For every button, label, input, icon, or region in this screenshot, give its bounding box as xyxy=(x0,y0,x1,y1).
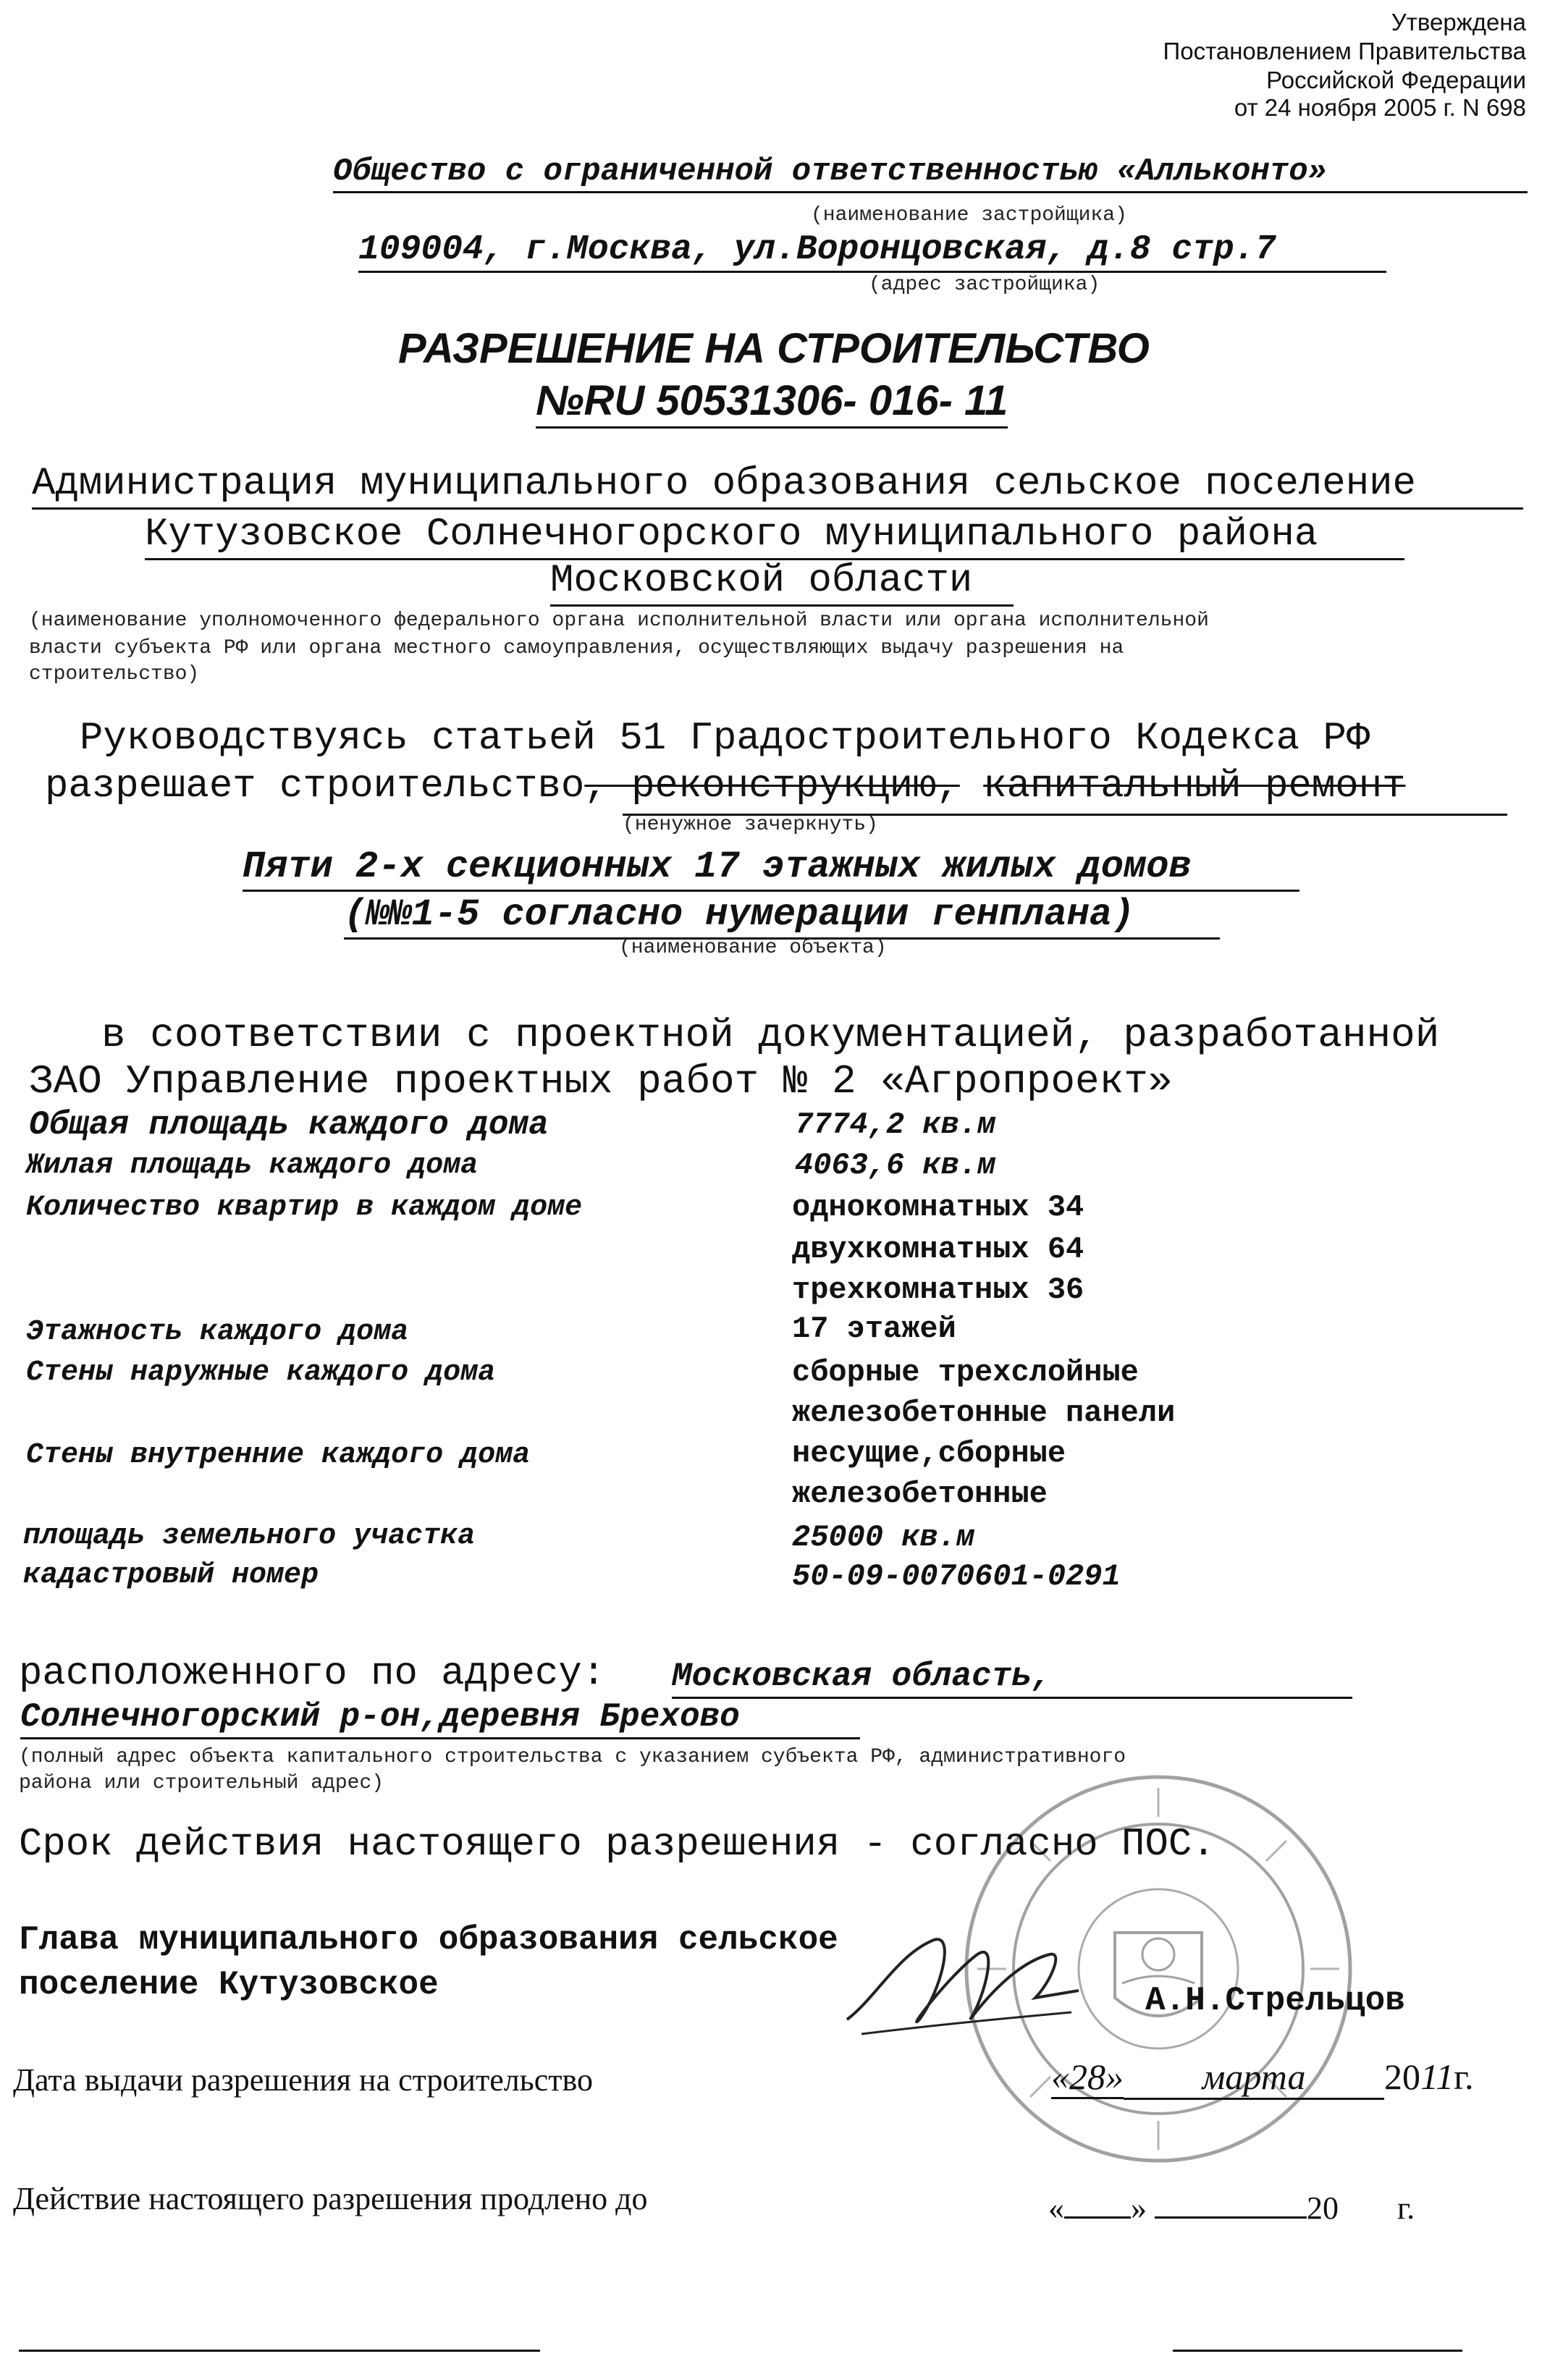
struck-capital-repair: капитальный ремонт xyxy=(983,764,1406,809)
permission-line-2 xyxy=(45,764,1406,809)
authority-line-1: Администрация муниципального образования сельское поселение xyxy=(32,462,1523,510)
extension-date xyxy=(1048,2185,1415,2227)
extension-year-g: г. xyxy=(1397,2190,1415,2226)
spec-land-area-label: площадь земельного участка xyxy=(23,1520,476,1553)
extension-month-blank xyxy=(1155,2185,1307,2219)
signatory-position-1: Глава муниципального образования сельское xyxy=(19,1921,838,1959)
spec-inner-walls-label: Стены внутренние каждого дома xyxy=(26,1439,531,1472)
bottom-signature-line-right xyxy=(1173,2350,1462,2352)
location-line-1: Московская область, xyxy=(672,1658,1352,1699)
issue-date xyxy=(1051,2056,1474,2100)
spec-outer-walls-value-1: сборные трехслойные xyxy=(792,1355,1139,1390)
authority-caption-2: власти субъекта РФ или органа местного самоуправления, осуществляющих выдачу разрешения на xyxy=(29,637,1124,659)
object-line-2: (№№1-5 согласно нумерации генплана) xyxy=(344,893,1220,940)
issue-year-g: г. xyxy=(1454,2056,1474,2097)
signature xyxy=(833,1911,1093,2048)
spec-cadastral-value: 50-09-0070601-0291 xyxy=(792,1559,1121,1594)
object-line-1: Пяти 2-х секционных 17 этажных жилых домов xyxy=(243,845,1299,892)
spec-living-area-value: 4063,6 кв.м xyxy=(795,1148,996,1183)
spec-floors-label: Этажность каждого дома xyxy=(26,1316,409,1349)
spec-cadastral-label: кадастровый номер xyxy=(23,1559,319,1592)
issue-day: «28» xyxy=(1051,2056,1124,2099)
spec-total-area-value: 7774,2 кв.м xyxy=(795,1107,996,1142)
bottom-signature-line-left xyxy=(19,2350,540,2352)
extension-close-quote: » xyxy=(1131,2190,1147,2226)
issue-date-label: Дата выдачи разрешения на строительство xyxy=(13,2062,593,2098)
location-line-2: Солнечногорский р-он,деревня Брехово xyxy=(20,1698,860,1739)
authority-line-3: Московской области xyxy=(550,559,1014,607)
spec-apartments-1: однокомнатных 34 xyxy=(792,1190,1084,1225)
project-line-2: ЗАО Управление проектных работ № 2 «Агропроект» xyxy=(29,1058,1173,1105)
issue-month: марта xyxy=(1124,2056,1384,2100)
developer-address: 109004, г.Москва, ул.Воронцовская, д.8 стр.7 xyxy=(358,230,1386,273)
location-prefix: расположенного по адресу: xyxy=(19,1652,606,1696)
permission-line-1: Руководствуясь статьей 51 Градостроительного Кодекса РФ xyxy=(80,717,1370,761)
signatory-position-2: поселение Кутузовское xyxy=(19,1966,439,2004)
extension-label: Действие настоящего разрешения продлено до xyxy=(13,2181,648,2216)
developer-address-caption: (адрес застройщика) xyxy=(869,274,1100,296)
spec-total-area-label: Общая площадь каждого дома xyxy=(29,1106,549,1144)
approval-line-2: Постановлением Правительства xyxy=(1163,38,1526,64)
struck-reconstruction: , реконструкцию, xyxy=(584,764,960,809)
permit-title: РАЗРЕШЕНИЕ НА СТРОИТЕЛЬСТВО xyxy=(398,325,1150,372)
approval-line-4: от 24 ноября 2005 г. N 698 xyxy=(1234,94,1526,121)
signatory-name: А.Н.Стрельцов xyxy=(1145,1982,1405,2020)
issue-year-suffix: 11 xyxy=(1420,2056,1454,2097)
location-caption-1: (полный адрес объекта капитального строительства с указанием субъекта РФ, административного xyxy=(19,1746,1126,1768)
approval-line-3: Российской Федерации xyxy=(1266,67,1526,93)
spec-apartments-2: двухкомнатных 64 xyxy=(792,1232,1084,1267)
spec-floors-value: 17 этажей xyxy=(792,1312,956,1346)
location-caption-2: района или строительный адрес) xyxy=(19,1772,384,1794)
strike-caption: (ненужное зачеркнуть) xyxy=(623,814,878,836)
validity-text: Срок действия настоящего разрешения - согласно ПОС. xyxy=(19,1823,1216,1867)
developer-name-caption: (наименование застройщика) xyxy=(811,204,1127,227)
permit-number: №RU 50531306- 016- 11 xyxy=(536,376,1008,429)
authority-caption-3: строительство) xyxy=(29,663,200,685)
authority-line-2: Кутузовское Солнечногорского муниципального района xyxy=(145,512,1404,560)
project-line-1: в соответствии с проектной документацией, разработанной xyxy=(101,1012,1440,1058)
spec-outer-walls-label: Стены наружные каждого дома xyxy=(26,1356,496,1389)
developer-name: Общество с ограниченной ответственностью «Алльконто» xyxy=(333,153,1528,193)
authority-caption-1: (наименование уполномоченного федерального органа исполнительной власти или органа исполнительной xyxy=(29,609,1209,632)
issue-year-prefix: 20 xyxy=(1384,2056,1420,2097)
spec-apartments-label: Количество квартир в каждом доме xyxy=(26,1191,583,1224)
object-caption: (наименование объекта) xyxy=(619,937,887,959)
extension-open-quote: « xyxy=(1048,2190,1064,2226)
permission-prefix: разрешает строительство xyxy=(45,764,585,809)
spec-land-area-value: 25000 кв.м xyxy=(792,1520,975,1555)
spec-outer-walls-value-2: железобетонные панели xyxy=(792,1396,1176,1430)
approval-line-1: Утверждена xyxy=(1391,9,1526,35)
spec-inner-walls-value-2: железобетонные xyxy=(792,1477,1048,1511)
extension-day-blank xyxy=(1064,2185,1131,2219)
spec-apartments-3: трехкомнатных 36 xyxy=(792,1273,1084,1307)
spec-inner-walls-value-1: несущие,сборные xyxy=(792,1436,1066,1471)
extension-year-prefix: 20 xyxy=(1307,2190,1339,2226)
spec-living-area-label: Жилая площадь каждого дома xyxy=(26,1149,479,1182)
